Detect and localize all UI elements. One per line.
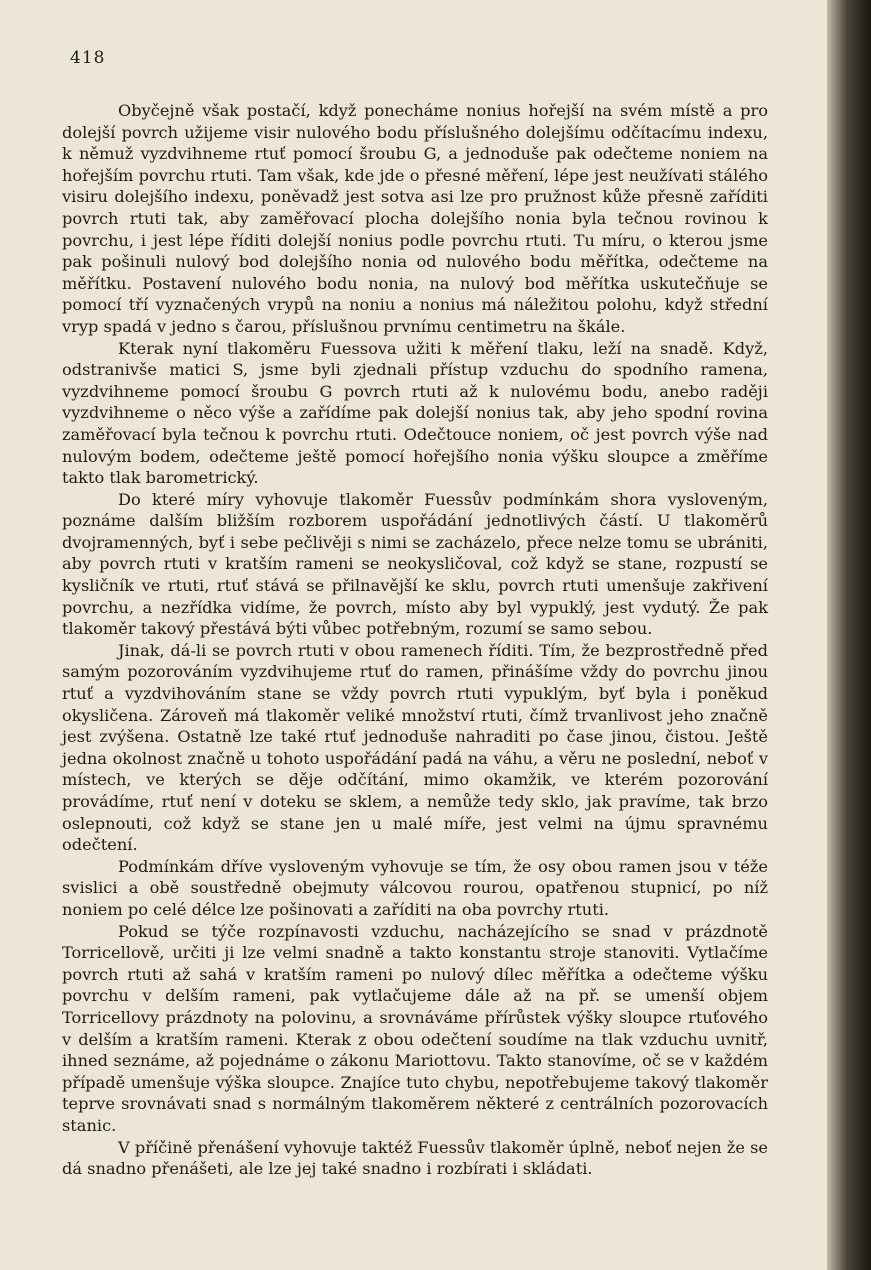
- book-binding-shadow: [827, 0, 871, 1270]
- paragraph: Obyčejně však postačí, když ponecháme nonius hořejší na svém místě a pro dolejší povrch užijeme visir nulového bodu příslušného dolejšímu odčítacímu indexu, k němuž vyzdvihneme rtuť pomocí šroubu G, a jednoduše pak odečteme noniem na hořejším povrchu rtuti. Tam však, kde jde o přesné měření, lépe jest neužívati stálého visiru dolejšího indexu, poněvadž jest sotva asi lze pro pružnost kůže přesně zaříditi povrch rtuti tak, aby zaměřovací plocha dolejšího nonia byla tečnou rovinou k povrchu, i jest lépe říditi dolejší nonius podle povrchu rtuti. Tu míru, o kterou jsme pak pošinuli nulový bod dolejšího nonia od nulového bodu měřítka, odečteme na měřítku. Postavení nulového bodu nonia, na nulový bod měřítka uskutečňuje se pomocí tří vyznačených vrypů na noniu a nonius má náležitou polohu, když střední vryp spadá v jedno s čarou, příslušnou prvnímu centimetru na škále.: [62, 101, 768, 336]
- paragraph: Podmínkám dříve vysloveným vyhovuje se tím, že osy obou ramen jsou v téže svislici a obě soustředně obejmuty válcovou rourou, opatřenou stupnicí, po níž noniem po celé délce lze pošinovati a zaříditi na oba povrchy rtuti.: [62, 856, 768, 919]
- body-text: [62, 100, 768, 1180]
- paragraph: Kterak nyní tlakoměru Fuessova užiti k měření tlaku, leží na snadě. Když, odstranivše matici S, jsme byli zjednali přístup vzduchu do spodního ramena, vyzdvihneme pomocí šroubu G povrch rtuti až k nulovému bodu, anebo raději vyzdvihneme o něco výše a zařídíme pak dolejší nonius tak, aby jeho spodní rovina zaměřovací byla tečnou k povrchu rtuti. Odečtouce noniem, oč jest povrch výše nad nulovým bodem, odečteme ještě pomocí hořejšího nonia výšku sloupce a změříme takto tlak barometrický.: [62, 338, 768, 488]
- paragraph: V příčině přenášení vyhovuje taktéž Fuessův tlakoměr úplně, neboť nejen že se dá snadno přenášeti, ale lze jej také snadno i rozbírati i skládati.: [62, 1137, 769, 1179]
- page-number: 418: [70, 48, 106, 68]
- paragraph: Pokud se týče rozpínavosti vzduchu, nacházejícího se snad v prázdnotě Torricellově, určiti ji lze velmi snadně a takto konstantu stroje stanoviti. Vytlačíme povrch rtuti až sahá v kratším rameni po nulový dílec měřítka a odečteme výšku povrchu v delším rameni, pak vytlačujeme dále až na př. se umenší objem Torricellovy prázdnoty na polovinu, a srovnáváme přírůstek výšky sloupce rtuťového v delším a kratším rameni. Kterak z obou odečtení soudíme na tlak vzduchu uvnitř, ihned seznáme, až pojednáme o zákonu Mariottovu. Takto stanovíme, oč se v každém případě umenšuje výška sloupce. Znajíce tuto chybu, nepotřebujeme takový tlakoměr teprve srovnávati snad s normálným tlakoměrem některé z centrálních pozorovacích stanic.: [62, 921, 768, 1135]
- paragraph: Jinak, dá-li se povrch rtuti v obou ramenech říditi. Tím, že bezprostředně před samým pozorováním vyzdvihujeme rtuť do ramen, přinášíme vždy do povrchu jinou rtuť a vyzdvihováním stane se vždy povrch rtuti vypuklým, byť byla i poněkud okysličena. Zároveň má tlakoměr veliké množství rtuti, čímž trvanlivost jeho značně jest zvýšena. Ostatně lze také rtuť jednoduše nahraditi po čase jinou, čistou. Ještě jedna okolnost značně u tohoto uspořádání padá na váhu, a věru ne poslední, neboť v místech, ve kterých se děje odčítání, mimo okamžik, ve kterém pozorování provádíme, rtuť není v doteku se sklem, a nemůže tedy sklo, jak pravíme, tak brzo oslepnouti, což když se stane jen u malé míře, jest velmi na újmu spravnému odečtení.: [62, 640, 768, 855]
- paragraph: Do které míry vyhovuje tlakoměr Fuessův podmínkám shora vysloveným, poznáme dalším bližším rozborem uspořádání jednotlivých částí. U tlakoměrů dvojramenných, byť i sebe pečlivěji s nimi se zacházelo, přece nelze tomu se ubrániti, aby povrch rtuti v kratším rameni se neokysličoval, což když se stane, rozpustí se kysličník ve rtuti, rtuť stává se přilnavější ke sklu, povrch rtuti umenšuje zakřivení povrchu, a nezřídka vidíme, že povrch, místo aby byl vypuklý, jest vydutý. Že pak tlakoměr takový přestává býti vůbec potřebným, rozumí se samo sebou.: [62, 489, 768, 639]
